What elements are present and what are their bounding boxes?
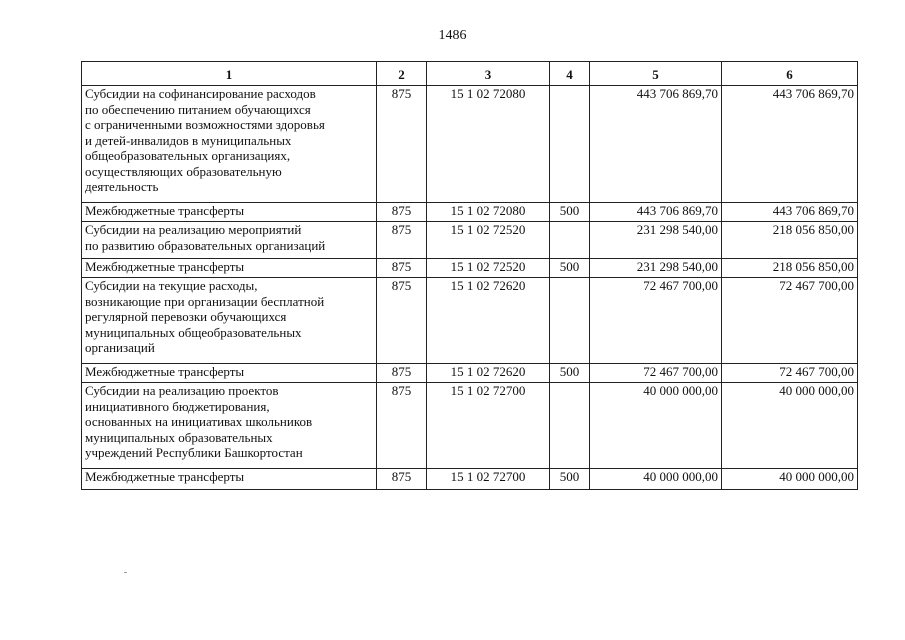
row-amount-year-1: 40 000 000,00 xyxy=(590,469,722,490)
row-target-item: 15 1 02 72700 xyxy=(427,469,550,490)
row-ministry-code: 875 xyxy=(377,364,427,383)
row-name: Межбюджетные трансферты xyxy=(82,364,377,383)
row-name: Субсидии на софинансирование расходов по обеспечению питанием обучающихся с ограниченными возможностями здоровья и детей-инвалидов в муниципальных общеобразовательных организациях, осуществляющих образовательную деятельность xyxy=(82,86,377,203)
table-row xyxy=(82,86,858,203)
row-target-item: 15 1 02 72080 xyxy=(427,203,550,222)
row-amount-year-1: 72 467 700,00 xyxy=(590,278,722,364)
column-header-6: 6 xyxy=(722,62,858,86)
row-ministry-code: 875 xyxy=(377,222,427,259)
row-amount-year-1: 443 706 869,70 xyxy=(590,86,722,203)
row-ministry-code: 875 xyxy=(377,86,427,203)
row-expense-type xyxy=(550,86,590,203)
scan-speck xyxy=(124,572,127,573)
row-amount-year-1: 72 467 700,00 xyxy=(590,364,722,383)
row-amount-year-2: 218 056 850,00 xyxy=(722,259,858,278)
row-name: Межбюджетные трансферты xyxy=(82,259,377,278)
row-amount-year-2: 40 000 000,00 xyxy=(722,469,858,490)
row-expense-type xyxy=(550,383,590,469)
row-target-item: 15 1 02 72520 xyxy=(427,259,550,278)
column-header-1: 1 xyxy=(82,62,377,86)
row-name: Субсидии на реализацию мероприятий по развитию образовательных организаций xyxy=(82,222,377,259)
table-row xyxy=(82,203,858,222)
row-amount-year-1: 231 298 540,00 xyxy=(590,259,722,278)
row-expense-type: 500 xyxy=(550,469,590,490)
row-target-item: 15 1 02 72620 xyxy=(427,278,550,364)
row-ministry-code: 875 xyxy=(377,469,427,490)
row-target-item: 15 1 02 72620 xyxy=(427,364,550,383)
row-expense-type xyxy=(550,278,590,364)
column-header-3: 3 xyxy=(427,62,550,86)
table-row xyxy=(82,364,858,383)
row-amount-year-2: 443 706 869,70 xyxy=(722,203,858,222)
row-amount-year-1: 443 706 869,70 xyxy=(590,203,722,222)
table-row xyxy=(82,222,858,259)
row-amount-year-2: 72 467 700,00 xyxy=(722,278,858,364)
column-header-4: 4 xyxy=(550,62,590,86)
row-expense-type: 500 xyxy=(550,259,590,278)
row-name: Субсидии на реализацию проектов инициативного бюджетирования, основанных на инициативах школьников муниципальных образовательных учреждений Республики Башкортостан xyxy=(82,383,377,469)
table-row xyxy=(82,469,858,490)
row-amount-year-2: 443 706 869,70 xyxy=(722,86,858,203)
row-target-item: 15 1 02 72080 xyxy=(427,86,550,203)
page-number: 1486 xyxy=(438,28,467,43)
row-expense-type: 500 xyxy=(550,203,590,222)
row-amount-year-2: 72 467 700,00 xyxy=(722,364,858,383)
budget-table xyxy=(81,61,858,490)
row-expense-type xyxy=(550,222,590,259)
row-ministry-code: 875 xyxy=(377,278,427,364)
row-target-item: 15 1 02 72700 xyxy=(427,383,550,469)
row-name: Субсидии на текущие расходы, возникающие при организации бесплатной регулярной перевозки обучающихся муниципальных общеобразовательных организаций xyxy=(82,278,377,364)
column-header-2: 2 xyxy=(377,62,427,86)
table-row xyxy=(82,278,858,364)
row-amount-year-1: 40 000 000,00 xyxy=(590,383,722,469)
table-row xyxy=(82,383,858,469)
row-name: Межбюджетные трансферты xyxy=(82,203,377,222)
table-header-row xyxy=(82,62,858,86)
row-amount-year-2: 218 056 850,00 xyxy=(722,222,858,259)
row-amount-year-1: 231 298 540,00 xyxy=(590,222,722,259)
row-ministry-code: 875 xyxy=(377,259,427,278)
row-expense-type: 500 xyxy=(550,364,590,383)
table-row xyxy=(82,259,858,278)
row-name: Межбюджетные трансферты xyxy=(82,469,377,490)
row-ministry-code: 875 xyxy=(377,203,427,222)
row-target-item: 15 1 02 72520 xyxy=(427,222,550,259)
column-header-5: 5 xyxy=(590,62,722,86)
row-ministry-code: 875 xyxy=(377,383,427,469)
row-amount-year-2: 40 000 000,00 xyxy=(722,383,858,469)
